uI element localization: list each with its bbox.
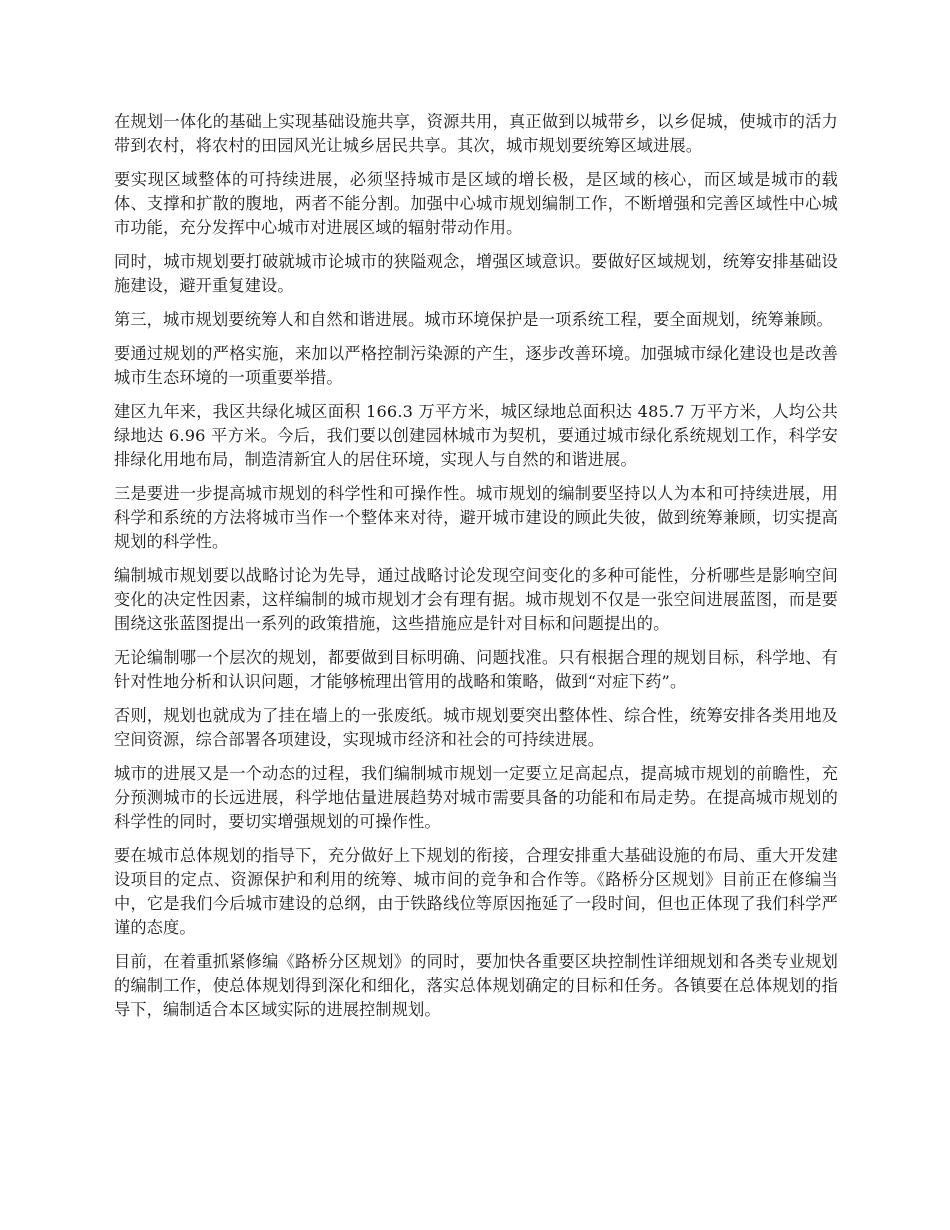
paragraph: 无论编制哪一个层次的规划，都要做到目标明确、问题找准。只有根据合理的规划目标，科学地、有针对性地分析和认识问题，才能够梳理出管用的战略和策略，做到“对症下药”。 bbox=[114, 648, 838, 691]
paragraph: 要通过规划的严格实施，来加以严格控制污染源的产生，逐步改善环境。加强城市绿化建设也是改善城市生态环境的一项重要举措。 bbox=[114, 344, 838, 387]
document-body bbox=[114, 110, 838, 1032]
paragraph: 建区九年来，我区共绿化城区面积 166.3 万平方米，城区绿地总面积达 485.7 万平方米，人均公共绿地达 6.96 平方米。今后，我们要以创建园林城市为契机，要通过城市绿化系统规划工作，科学安排绿化用地布局，制造清新宜人的居住环境，实现人与自然的和谐进展。 bbox=[114, 402, 838, 469]
paragraph: 否则，规划也就成为了挂在墙上的一张废纸。城市规划要突出整体性、综合性，统筹安排各类用地及空间资源，综合部署各项建设，实现城市经济和社会的可持续进展。 bbox=[114, 706, 838, 749]
paragraph: 在规划一体化的基础上实现基础设施共享，资源共用，真正做到以城带乡，以乡促城，使城市的活力带到农村，将农村的田园风光让城乡居民共享。其次，城市规划要统筹区域进展。 bbox=[114, 112, 838, 155]
paragraph: 编制城市规划要以战略讨论为先导，通过战略讨论发现空间变化的多种可能性，分析哪些是影响空间变化的决定性因素，这样编制的城市规划才会有理有据。城市规划不仅是一张空间进展蓝图，而是要围绕这张蓝图提出一系列的政策措施，这些措施应是针对目标和问题提出的。 bbox=[114, 566, 838, 633]
paragraph: 三是要进一步提高城市规划的科学性和可操作性。城市规划的编制要坚持以人为本和可持续进展，用科学和系统的方法将城市当作一个整体来对待，避开城市建设的顾此失彼，做到统筹兼顾，切实提高规划的科学性。 bbox=[114, 484, 838, 551]
paragraph: 同时，城市规划要打破就城市论城市的狭隘观念，增强区域意识。要做好区域规划，统筹安排基础设施建设，避开重复建设。 bbox=[114, 252, 838, 295]
paragraph: 目前，在着重抓紧修编《路桥分区规划》的同时，要加快各重要区块控制性详细规划和各类专业规划的编制工作，使总体规划得到深化和细化，落实总体规划确定的目标和任务。各镇要在总体规划的指导下，编制适合本区域实际的进展控制规划。 bbox=[114, 952, 838, 1019]
paragraph: 城市的进展又是一个动态的过程，我们编制城市规划一定要立足高起点，提高城市规划的前瞻性，充分预测城市的长远进展，科学地估量进展趋势对城市需要具备的功能和布局走势。在提高城市规划的科学性的同时，要切实增强规划的可操作性。 bbox=[114, 764, 838, 831]
paragraph: 要实现区域整体的可持续进展，必须坚持城市是区域的增长极，是区域的核心，而区域是城市的载体、支撑和扩散的腹地，两者不能分割。加强中心城市规划编制工作，不断增强和完善区域性中心城市功能，充分发挥中心城市对进展区域的辐射带动作用。 bbox=[114, 170, 838, 237]
paragraph: 第三，城市规划要统筹人和自然和谐进展。城市环境保护是一项系统工程，要全面规划，统筹兼顾。 bbox=[114, 310, 833, 329]
paragraph: 要在城市总体规划的指导下，充分做好上下规划的衔接，合理安排重大基础设施的布局、重大开发建设项目的定点、资源保护和利用的统筹、城市间的竞争和合作等。《路桥分区规划》目前正在修编当中，它是我们今后城市建设的总纲，由于铁路线位等原因拖延了一段时间，但也正体现了我们科学严谨的态度。 bbox=[114, 846, 838, 937]
